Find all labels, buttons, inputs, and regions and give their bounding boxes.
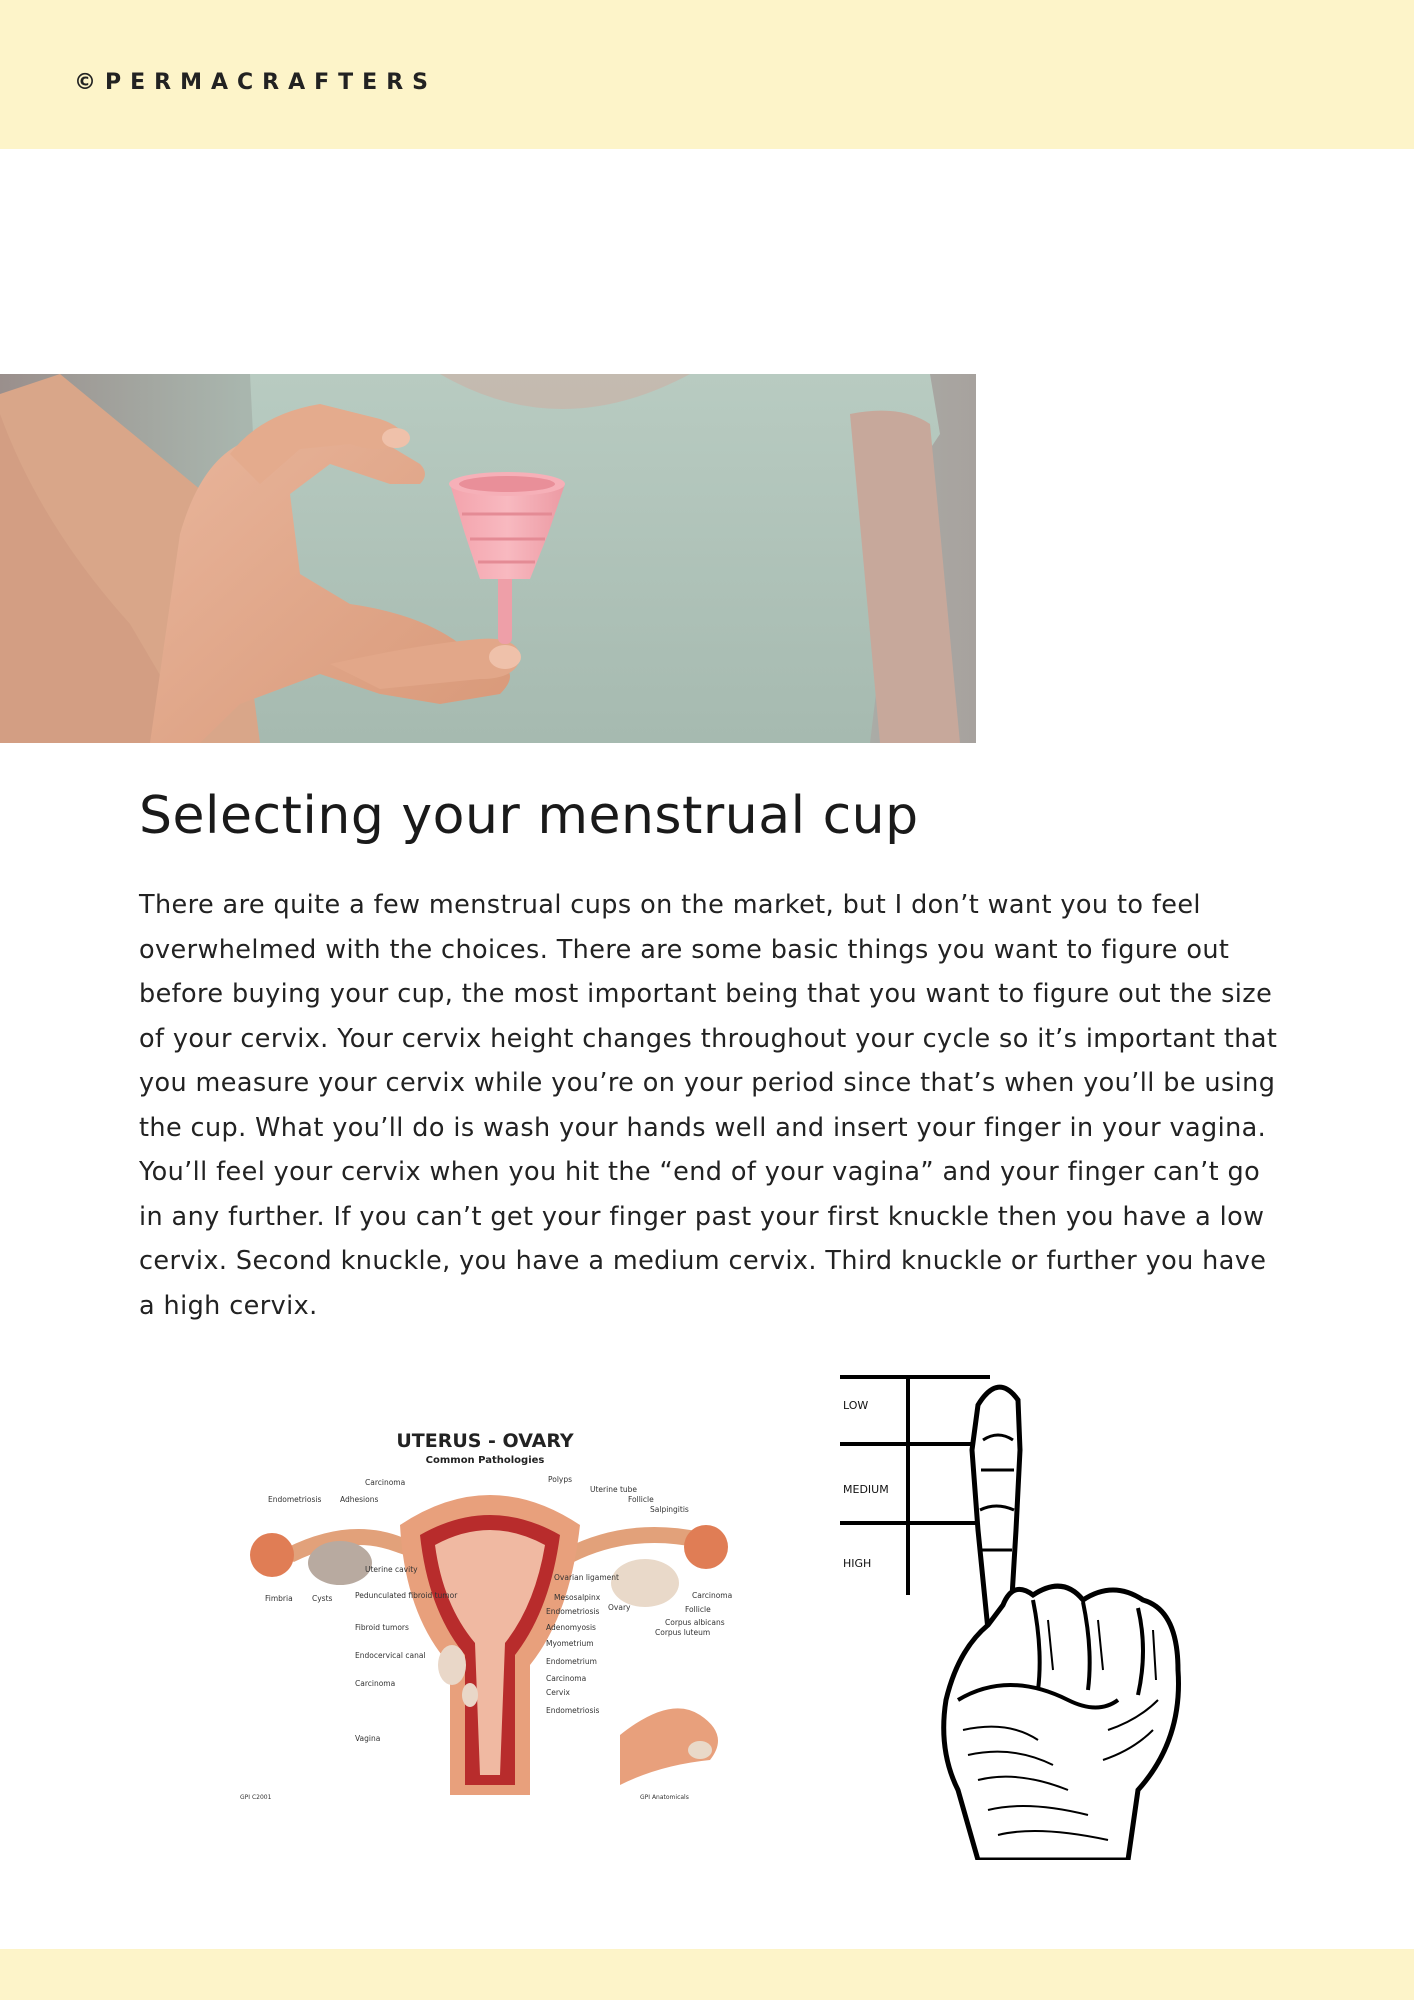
article-body: There are quite a few menstrual cups on the market, but I don’t want you to feel overwhelmed with the choices. There are some basic things you want to figure out before buying your cup, the most important being that you want to figure out the size of your cervix. Your cervix height changes throughout your cycle so it’s important that you measure your cervix while you’re on your period since that’s when you’ll be using the cup. What you’ll do is wash your hands well and insert your finger in your vagina. You’ll feel your cervix when you hit the “end of your vagina” and your finger can’t go in any further. If you can’t get your finger past your first knuckle then you have a low cervix. Second knuckle, you have a medium cervix. Third knuckle or further you have a high cervix. xyxy=(139,890,1278,1321)
diagram-label: Salpingitis xyxy=(650,1505,689,1514)
diagram-label: Carcinoma xyxy=(355,1679,396,1688)
diagram-label: Carcinoma xyxy=(546,1674,587,1683)
diagram-label: Mesosalpinx xyxy=(554,1593,601,1602)
diagram-title: UTERUS - OVARY xyxy=(396,1430,574,1452)
diagram-footer-right: GPI Anatomicals xyxy=(640,1794,689,1801)
uterus-ovary-diagram xyxy=(230,1415,755,1815)
diagram-label: Carcinoma xyxy=(365,1478,406,1487)
article-title: Selecting your menstrual cup xyxy=(139,786,919,846)
diagram-subtitle: Common Pathologies xyxy=(425,1455,545,1466)
diagram-label: Cervix xyxy=(546,1688,570,1697)
label-high: HIGH xyxy=(843,1557,872,1570)
diagram-label: Endometriosis xyxy=(546,1607,600,1616)
diagram-label: Fimbria xyxy=(265,1594,293,1603)
diagram-label: Follicle xyxy=(685,1605,711,1614)
diagram-footer-left: GPI C2001 xyxy=(240,1794,272,1801)
cervix-height-finger-chart xyxy=(838,1370,1198,1860)
header-band xyxy=(0,0,1414,149)
diagram-label: Myometrium xyxy=(546,1639,594,1648)
diagram-label: Adenomyosis xyxy=(546,1623,596,1632)
hero-photo-menstrual-cup xyxy=(0,374,976,743)
diagram-label: Follicle xyxy=(628,1495,654,1504)
diagram-label: Vagina xyxy=(355,1734,381,1743)
diagram-label: Cysts xyxy=(312,1594,333,1603)
diagram-label: Fibroid tumors xyxy=(355,1623,409,1632)
diagram-label: Polyps xyxy=(548,1475,573,1484)
footer-band xyxy=(0,1949,1414,2000)
diagram-label: Uterine cavity xyxy=(365,1565,418,1574)
diagram-label: Ovary xyxy=(608,1603,631,1612)
diagram-label: Uterine tube xyxy=(590,1485,638,1494)
diagram-label: Adhesions xyxy=(340,1495,379,1504)
hero-illustration xyxy=(0,374,976,743)
label-low: LOW xyxy=(843,1399,869,1412)
diagram-label: Carcinoma xyxy=(692,1591,733,1600)
diagram-label: Corpus albicans xyxy=(665,1618,725,1627)
diagram-label: Endocervical canal xyxy=(355,1651,426,1660)
diagram-label: Pedunculated fibroid tumor xyxy=(355,1591,458,1600)
diagram-label: Endometrium xyxy=(546,1657,597,1666)
diagram-label: Endometriosis xyxy=(268,1495,322,1504)
brand-name: ©PERMACRAFTERS xyxy=(74,70,437,95)
diagram-label: Corpus luteum xyxy=(655,1628,711,1637)
diagram-label: Ovarian ligament xyxy=(554,1573,619,1582)
label-medium: MEDIUM xyxy=(843,1483,889,1496)
diagram-label: Endometriosis xyxy=(546,1706,600,1715)
